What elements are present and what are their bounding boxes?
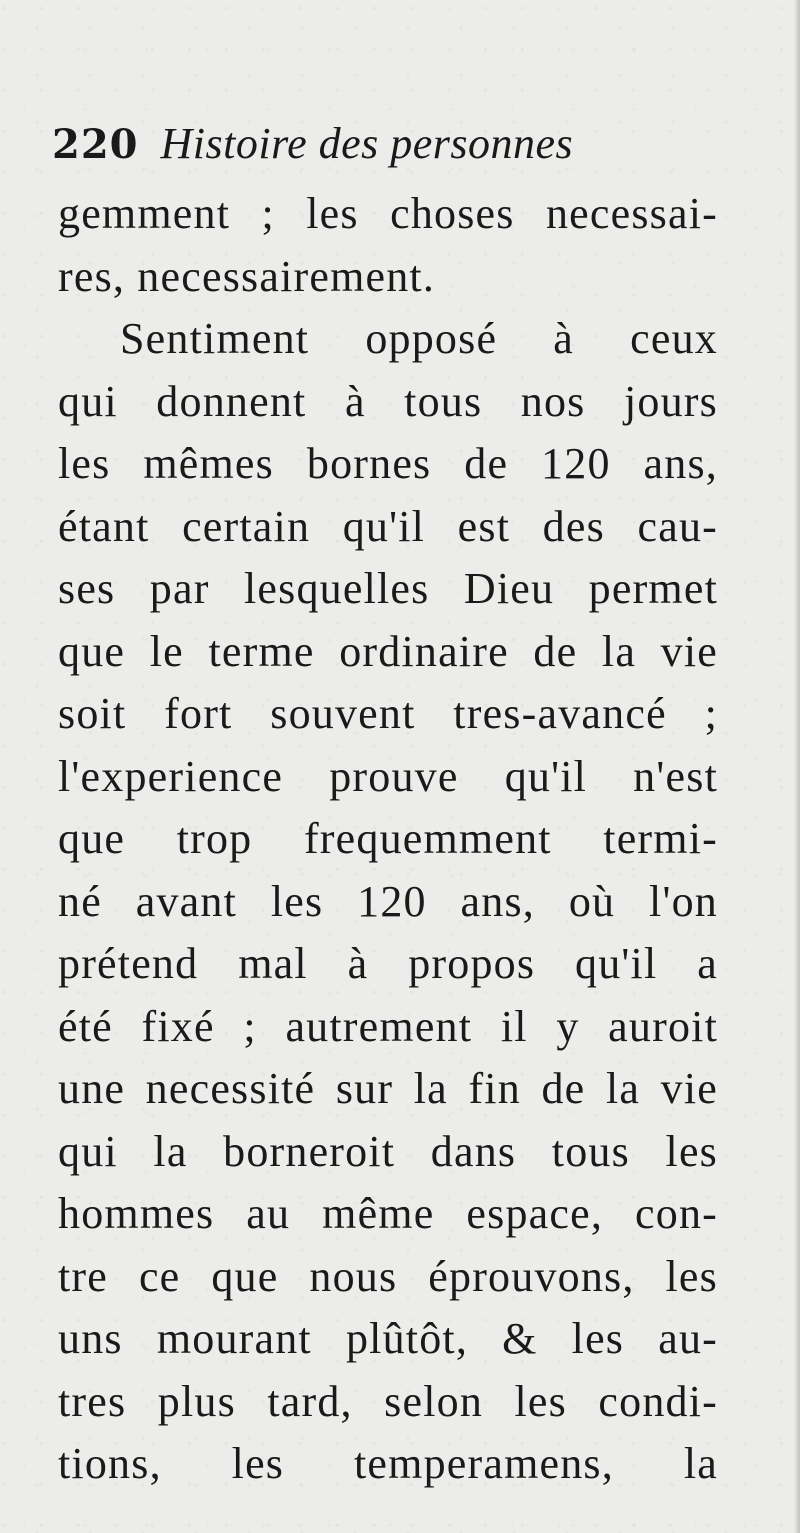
page-number: 220: [52, 121, 139, 168]
text-line: uns mourant plûtôt, & les au-: [58, 1314, 718, 1363]
text-line: soit fort souvent tres-avancé ;: [58, 689, 718, 738]
text-line: étant certain qu'il est des cau-: [58, 501, 718, 551]
text-line: les mêmes bornes de 120 ans,: [58, 439, 718, 488]
text-line: né avant les 120 ans, où l'on: [58, 876, 718, 926]
text-line: hommes au même espace, con-: [58, 1189, 718, 1238]
text-line: qui donnent à tous nos jours: [58, 376, 718, 426]
text-line: gemment ; les choses necessai-: [58, 189, 718, 238]
text-line: été fixé ; autrement il y auroit: [58, 1001, 718, 1051]
text-line: qui la borneroit dans tous les: [58, 1126, 718, 1176]
running-title: Histoire des personnes: [160, 119, 574, 168]
running-head: [52, 118, 752, 174]
text-line: l'experience prouve qu'il n'est: [58, 751, 718, 801]
text-line: tres plus tard, selon les condi-: [58, 1376, 718, 1426]
page-edge-shadow: [794, 0, 800, 1533]
text-line: une necessité sur la fin de la vie: [58, 1064, 718, 1113]
text-line: res, necessairement.: [58, 251, 436, 301]
body-text: [58, 183, 718, 1496]
paragraph-start-line: Sentiment opposé à ceux: [120, 314, 718, 363]
text-line: tre ce que nous éprouvons, les: [58, 1251, 718, 1301]
text-line: ses par lesquelles Dieu permet: [58, 564, 718, 613]
text-line: tions, les temperamens, la: [58, 1439, 718, 1488]
text-line: que trop frequemment termi-: [58, 814, 718, 863]
text-line: prétend mal à propos qu'il a: [58, 939, 718, 988]
text-line: que le terme ordinaire de la vie: [58, 626, 718, 676]
